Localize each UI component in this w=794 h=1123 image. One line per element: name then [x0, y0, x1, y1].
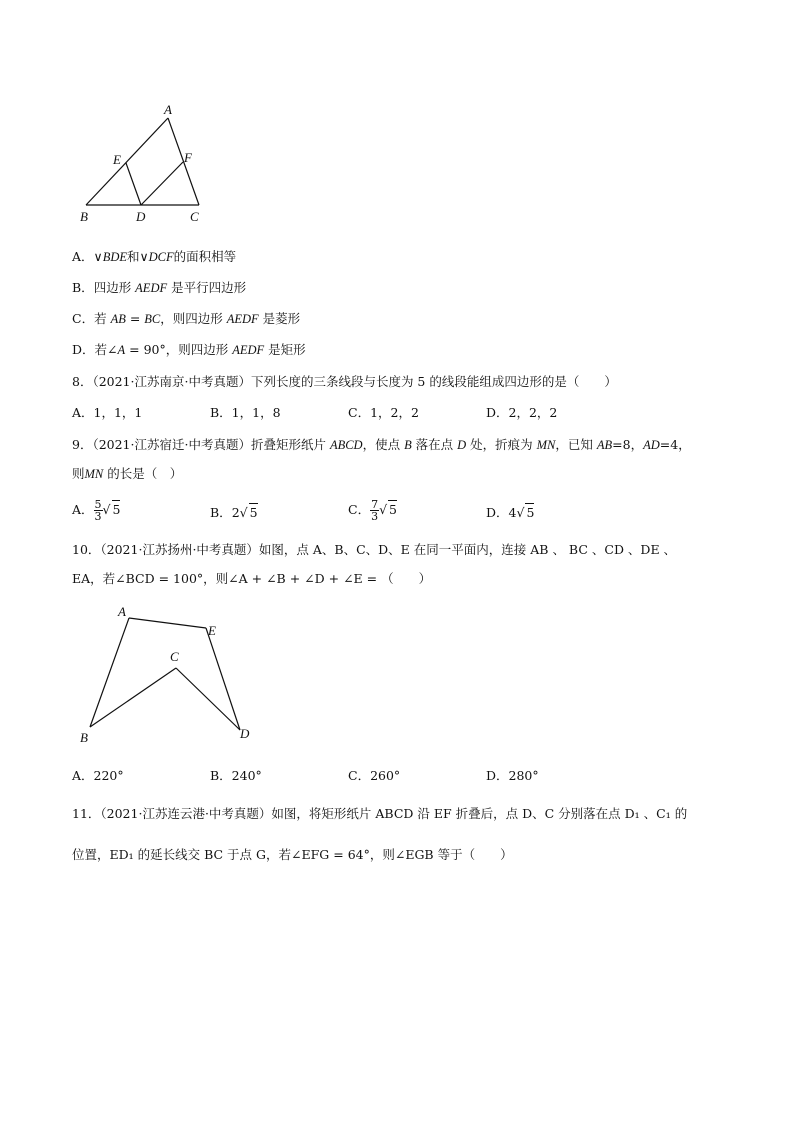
q7-option-c: C．若 AB = BC，则四边形 AEDF 是菱形	[72, 311, 301, 326]
q8-stem: 8．（2021·江苏南京·中考真题）下列长度的三条线段与长度为 5 的线段能组成四边形的是（ ）	[72, 374, 617, 389]
q9-stem-line2: 则MN 的长是（ ）	[72, 466, 183, 481]
label-f: F	[184, 150, 192, 165]
q11-stem-line2: 位置，ED₁ 的延长线交 BC 于点 G，若∠EFG = 64°，则∠EGB 等于（ ）	[72, 847, 513, 862]
segment-ab	[90, 618, 129, 727]
figure-triangle-aedf	[76, 102, 216, 232]
q10-option-d: D．280°	[486, 768, 539, 783]
q9-option-c: C． $\frac{7}{3}$ √ 5	[348, 498, 397, 523]
label-b: B	[80, 730, 88, 745]
segment-ea	[129, 618, 206, 628]
q9-option-b: B．2√ 5	[210, 505, 258, 520]
sqrt-symbol: √	[102, 502, 111, 517]
label-e: E	[113, 152, 121, 167]
q10-option-c: C．260°	[348, 768, 401, 783]
sqrt-symbol: √	[379, 502, 388, 517]
q9-option-a: A． $\frac{5}{3}$ √ 5	[72, 498, 121, 523]
q10-option-a: A．220°	[72, 768, 124, 783]
q9-stem-line1: 9．（2021·江苏宿迁·中考真题）折叠矩形纸片 ABCD，使点 B 落在点 D 处，折痕为 MN，已知 AB=8，AD=4，	[72, 437, 691, 452]
sqrt-symbol: √	[239, 505, 248, 520]
segment-ab	[86, 118, 168, 205]
sqrt-symbol: √	[516, 505, 525, 520]
label-b: B	[80, 209, 88, 224]
q10-stem-line1: 10．（2021·江苏扬州·中考真题）如图，点 A、B、C、D、E 在同一平面内，连接 AB 、 BC 、CD 、DE 、	[72, 542, 677, 557]
q8-option-a: A．1，1，1	[72, 405, 143, 420]
q10-option-b: B．240°	[210, 768, 262, 783]
q7-option-b: B．四边形 AEDF 是平行四边形	[72, 280, 247, 295]
q11-stem-line1: 11．（2021·江苏连云港·中考真题）如图，将矩形纸片 ABCD 沿 EF 折叠后，点 D、C 分别落在点 D₁ 、C₁ 的	[72, 806, 688, 821]
label-d: D	[136, 209, 146, 224]
segment-ed	[126, 163, 141, 205]
q7-option-a: A．∨BDE和∨DCF的面积相等	[72, 249, 237, 264]
label-c: C	[190, 209, 199, 224]
label-c: C	[170, 649, 179, 664]
label-a: A	[164, 102, 172, 117]
segment-de	[206, 628, 240, 730]
label-e: E	[208, 623, 216, 638]
figure-concave-pentagon	[76, 602, 266, 752]
segment-bc	[90, 668, 176, 727]
q10-stem-line2: EA，若∠BCD = 100°，则∠A + ∠B + ∠D + ∠E = （ ）	[72, 571, 432, 586]
q7-option-d: D．若∠A = 90°，则四边形 AEDF 是矩形	[72, 342, 306, 357]
segment-cd	[176, 668, 240, 730]
q8-option-b: B．1，1，8	[210, 405, 281, 420]
q8-option-d: D．2，2，2	[486, 405, 558, 420]
label-d: D	[240, 726, 250, 741]
label-a: A	[118, 604, 126, 619]
segment-df	[141, 162, 183, 205]
q8-option-c: C．1，2，2	[348, 405, 419, 420]
q9-option-d: D．4√ 5	[486, 505, 535, 520]
